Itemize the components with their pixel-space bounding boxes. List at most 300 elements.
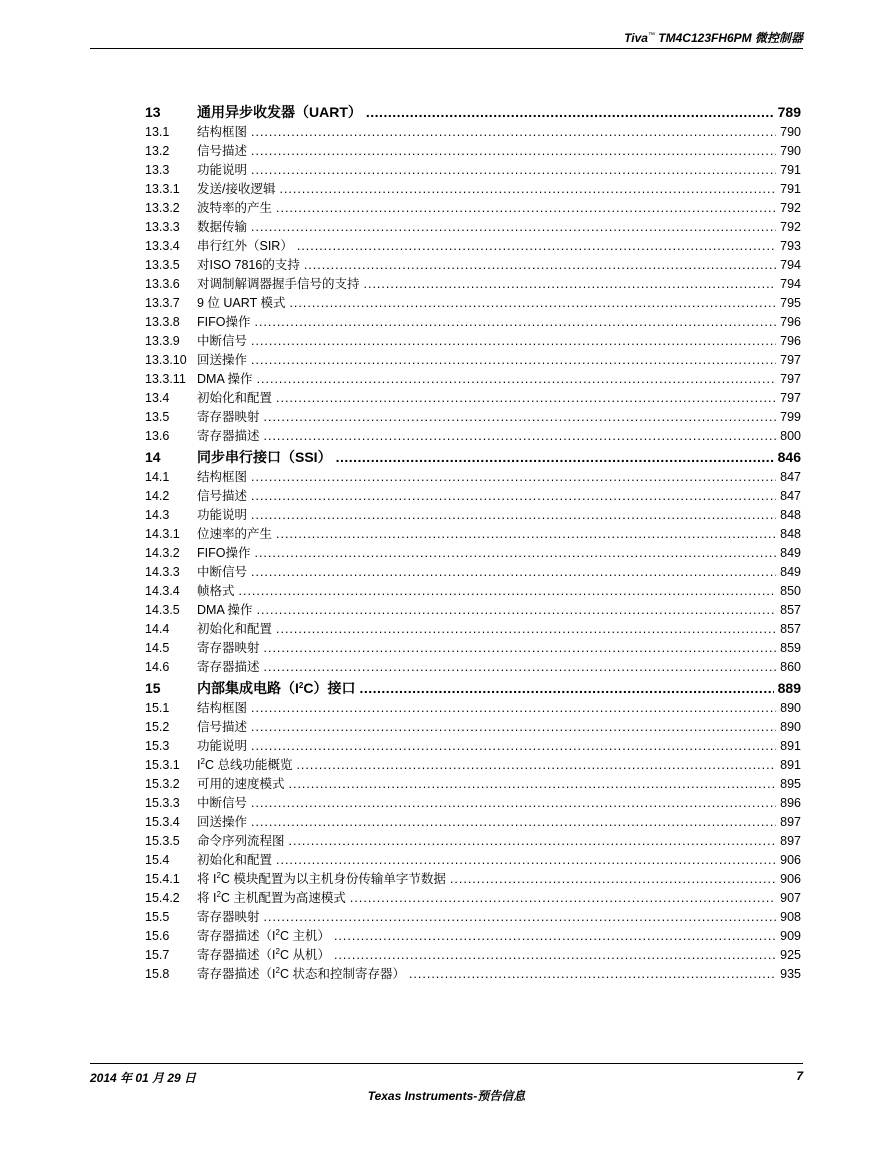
toc-section-number: 15.3.4: [145, 815, 180, 829]
toc-section-title: 回送操作: [197, 815, 248, 829]
toc-entry-row[interactable]: [145, 468, 801, 487]
toc-title-line: [197, 639, 801, 658]
toc-page-number: 847: [780, 489, 801, 503]
toc-dot-leader: [251, 737, 776, 756]
toc-entry-row[interactable]: [145, 946, 801, 965]
toc-dot-leader: [276, 620, 776, 639]
toc-entry-row[interactable]: [145, 699, 801, 718]
toc-section-number: 15.2: [145, 720, 170, 734]
toc-title-line: [197, 563, 801, 582]
toc-section-number: 15.4.1: [145, 872, 180, 886]
toc-page-number: 790: [780, 144, 801, 158]
toc-title-superscript: 2: [216, 871, 221, 880]
toc-entry-row[interactable]: [145, 851, 801, 870]
toc-title-line: [197, 756, 801, 775]
toc-title-line: [197, 218, 801, 237]
toc-title-line: [197, 256, 801, 275]
toc-title-line: [197, 237, 801, 256]
toc-entry-row[interactable]: [145, 794, 801, 813]
toc-entry-row[interactable]: [145, 351, 801, 370]
toc-section-number: 14.3: [145, 508, 170, 522]
footer-publisher: Texas Instruments-预告信息: [367, 1089, 526, 1103]
toc-dot-leader: [251, 468, 776, 487]
toc-page-number: 849: [780, 565, 801, 579]
toc-dot-leader: [251, 563, 776, 582]
toc-page-number: 857: [780, 603, 801, 617]
toc-title-line: [197, 427, 801, 446]
toc-page-number: 889: [777, 680, 801, 696]
toc-page-number: 897: [780, 834, 801, 848]
toc-entry-row[interactable]: [145, 908, 801, 927]
toc-entry-row[interactable]: [145, 927, 801, 946]
toc-page-number: 846: [777, 449, 801, 465]
toc-page-number: 789: [777, 104, 801, 120]
toc-page-number: 925: [780, 948, 801, 962]
toc-section-title: 回送操作: [197, 353, 248, 367]
toc-section-number: 14.6: [145, 660, 170, 674]
toc-dot-leader: [304, 256, 776, 275]
toc-page-number: 795: [780, 296, 801, 310]
toc-page-number: 896: [780, 796, 801, 810]
toc-section-number: 13.5: [145, 410, 170, 424]
toc-entry-row[interactable]: [145, 601, 801, 620]
toc-title-line: [197, 737, 801, 756]
toc-section-number: 13.6: [145, 429, 170, 443]
toc-section-title: 可用的速度模式: [197, 777, 285, 791]
toc-page-number: 850: [780, 584, 801, 598]
toc-page-number: 908: [780, 910, 801, 924]
toc-dot-leader: [276, 199, 776, 218]
toc-title-line: [197, 408, 801, 427]
toc-title-line: [197, 370, 801, 389]
footer-date: 2014 年 01 月 29 日: [90, 1071, 197, 1085]
toc-title-line: [197, 180, 801, 199]
toc-page-number: 895: [780, 777, 801, 791]
toc-title-line: [197, 275, 801, 294]
toc-title-part: C 主机配置为高速模式: [220, 891, 346, 905]
toc-section-title: 功能说明: [197, 163, 248, 177]
toc-section-number: 13.2: [145, 144, 170, 158]
toc-section-number: 15.3.5: [145, 834, 180, 848]
toc-dot-leader: [334, 946, 776, 965]
toc-section-title: 发送/接收逻辑: [197, 182, 276, 196]
toc-dot-leader: [254, 544, 776, 563]
toc-dot-leader: [297, 237, 776, 256]
toc-page-number: 890: [780, 720, 801, 734]
toc-title-line: [197, 832, 801, 851]
toc-dot-leader: [251, 813, 776, 832]
toc-section-title: 寄存器映射: [197, 910, 260, 924]
toc-dot-leader: [276, 389, 776, 408]
toc-entry-row[interactable]: [145, 718, 801, 737]
toc-section-title: 结构框图: [197, 125, 248, 139]
toc-section-number: 13.3.6: [145, 277, 180, 291]
toc-title-part: 寄存器描述（I: [197, 929, 276, 943]
toc-chapter-row[interactable]: [145, 446, 801, 468]
toc-page-number: 860: [780, 660, 801, 674]
toc-dot-leader: [251, 351, 776, 370]
toc-page-number: 935: [780, 967, 801, 981]
toc-title-line: [197, 313, 801, 332]
toc-section-number: 13.3.5: [145, 258, 180, 272]
toc-page-number: 906: [780, 853, 801, 867]
toc-entry-row[interactable]: [145, 832, 801, 851]
toc-page-number: 794: [780, 277, 801, 291]
toc-section-title: 寄存器映射: [197, 410, 260, 424]
toc-title-line: [197, 199, 801, 218]
toc-page-number: 849: [780, 546, 801, 560]
toc-section-number: 13.3.3: [145, 220, 180, 234]
toc-dot-leader: [279, 180, 776, 199]
toc-title-part: C 从机）: [279, 948, 330, 962]
toc-page-number: 800: [780, 429, 801, 443]
toc-dot-leader: [251, 487, 776, 506]
toc-page-number: 906: [780, 872, 801, 886]
toc-entry-row[interactable]: [145, 199, 801, 218]
toc-dot-leader: [251, 332, 776, 351]
toc-title-part: 寄存器描述（I: [197, 967, 276, 981]
toc-title-superscript: 2: [298, 681, 304, 690]
toc-section-title: [197, 756, 296, 775]
toc-page-number: 890: [780, 701, 801, 715]
toc-page-number: 891: [780, 739, 801, 753]
toc-entry-row[interactable]: [145, 737, 801, 756]
toc-section-number: 13.3.8: [145, 315, 180, 329]
toc-dot-leader: [289, 294, 776, 313]
toc-title-line: [197, 620, 801, 639]
toc-section-title: 结构框图: [197, 470, 248, 484]
toc-entry-row[interactable]: [145, 620, 801, 639]
page-footer: [90, 1063, 803, 1104]
page-number: 7: [796, 1069, 803, 1083]
toc-section-title: [197, 889, 350, 908]
toc-section-number: 14.2: [145, 489, 170, 503]
toc-entry-row[interactable]: [145, 775, 801, 794]
toc-title-line: [197, 851, 801, 870]
toc-section-number: 14.3.3: [145, 565, 180, 579]
toc-section-number: 15.4.2: [145, 891, 180, 905]
toc-page-number: 799: [780, 410, 801, 424]
toc-dot-leader: [264, 408, 777, 427]
toc-section-number: 15: [145, 680, 161, 696]
toc-title-line: [197, 351, 801, 370]
toc-section-number: 15.4: [145, 853, 170, 867]
toc-title-line: [197, 161, 801, 180]
toc-section-title: 信号描述: [197, 720, 248, 734]
toc-dot-leader: [364, 275, 777, 294]
toc-title-part: C 状态和控制寄存器）: [279, 967, 405, 981]
toc-entry-row[interactable]: [145, 525, 801, 544]
toc-entry-row[interactable]: [145, 506, 801, 525]
toc-title-line: [197, 525, 801, 544]
toc-section-number: 14.1: [145, 470, 170, 484]
toc-section-title: 同步串行接口（SSI）: [197, 449, 332, 465]
toc-section-title: [197, 965, 409, 984]
toc-entry-row[interactable]: [145, 275, 801, 294]
toc-section-number: 13.3.2: [145, 201, 180, 215]
toc-section-title: 寄存器描述: [197, 660, 260, 674]
toc-page-number: 848: [780, 508, 801, 522]
toc-dot-leader: [239, 582, 777, 601]
toc-section-title: 初始化和配置: [197, 853, 273, 867]
toc-dot-leader: [254, 313, 776, 332]
toc-entry-row[interactable]: [145, 427, 801, 446]
toc-title-part: C 总线功能概览: [204, 758, 293, 772]
page-header: [90, 26, 803, 49]
toc-entry-row[interactable]: [145, 408, 801, 427]
toc-entry-row[interactable]: [145, 123, 801, 142]
toc-entry-row[interactable]: [145, 237, 801, 256]
toc-entry-row[interactable]: [145, 180, 801, 199]
toc-section-number: 13.4: [145, 391, 170, 405]
toc-page-number: 792: [780, 201, 801, 215]
toc-page-number: 791: [780, 163, 801, 177]
toc-dot-leader: [251, 123, 776, 142]
toc-title-line: [197, 506, 801, 525]
toc-page-number: 859: [780, 641, 801, 655]
toc-section-number: 14.3.4: [145, 584, 180, 598]
table-of-contents: [145, 101, 801, 984]
toc-title-part: 将 I: [197, 891, 217, 905]
toc-section-title: [197, 870, 450, 889]
toc-section-title: [197, 677, 359, 699]
toc-section-number: 15.3: [145, 739, 170, 753]
toc-title-line: [197, 446, 801, 468]
toc-dot-leader: [289, 832, 777, 851]
toc-page-number: 847: [780, 470, 801, 484]
toc-section-number: 13: [145, 104, 161, 120]
toc-section-title: 通用异步收发器（UART）: [197, 104, 362, 120]
toc-section-number: 15.1: [145, 701, 170, 715]
toc-section-number: 14.4: [145, 622, 170, 636]
toc-entry-row[interactable]: [145, 813, 801, 832]
toc-title-superscript: 2: [275, 928, 280, 937]
toc-entry-row[interactable]: [145, 487, 801, 506]
toc-page-number: 909: [780, 929, 801, 943]
toc-section-title: [197, 946, 334, 965]
toc-section-number: 15.6: [145, 929, 170, 943]
toc-section-title: DMA 操作: [197, 603, 253, 617]
toc-section-title: 初始化和配置: [197, 391, 273, 405]
toc-section-title: 数据传输: [197, 220, 248, 234]
toc-entry-row[interactable]: [145, 658, 801, 677]
toc-section-number: 15.7: [145, 948, 170, 962]
toc-title-superscript: 2: [200, 757, 205, 766]
toc-section-title: 功能说明: [197, 508, 248, 522]
toc-dot-leader: [251, 718, 776, 737]
toc-section-title: 中断信号: [197, 334, 248, 348]
toc-entry-row[interactable]: [145, 639, 801, 658]
toc-section-number: 13.1: [145, 125, 170, 139]
toc-title-line: [197, 813, 801, 832]
toc-section-number: 13.3.1: [145, 182, 180, 196]
toc-dot-leader: [251, 506, 776, 525]
toc-section-number: 13.3.11: [145, 372, 186, 386]
toc-section-title: FIFO操作: [197, 546, 251, 560]
toc-chapter-row[interactable]: [145, 101, 801, 123]
toc-title-line: [197, 658, 801, 677]
toc-entry-row[interactable]: [145, 218, 801, 237]
toc-section-number: 14.5: [145, 641, 170, 655]
toc-entry-row[interactable]: [145, 256, 801, 275]
toc-title-superscript: 2: [275, 966, 280, 975]
toc-title-part: C 主机）: [279, 929, 330, 943]
toc-entry-row[interactable]: [145, 965, 801, 984]
toc-page-number: 796: [780, 315, 801, 329]
toc-section-number: 13.3.10: [145, 353, 187, 367]
toc-dot-leader: [450, 870, 776, 889]
toc-dot-leader: [289, 775, 777, 794]
toc-title-line: [197, 582, 801, 601]
toc-section-title: 中断信号: [197, 565, 248, 579]
toc-section-title: 信号描述: [197, 144, 248, 158]
toc-dot-leader: [251, 218, 776, 237]
toc-title-line: [197, 101, 801, 123]
toc-page-number: 857: [780, 622, 801, 636]
toc-section-title: DMA 操作: [197, 372, 253, 386]
toc-entry-row[interactable]: [145, 389, 801, 408]
toc-title-line: [197, 468, 801, 487]
toc-title-line: [197, 123, 801, 142]
toc-title-part: C）接口: [303, 680, 356, 696]
toc-dot-leader: [334, 927, 776, 946]
toc-title-line: [197, 775, 801, 794]
toc-section-number: 15.3.3: [145, 796, 180, 810]
toc-chapter-row[interactable]: [145, 677, 801, 699]
toc-entry-row[interactable]: [145, 313, 801, 332]
toc-title-line: [197, 332, 801, 351]
toc-dot-leader: [264, 658, 777, 677]
toc-dot-leader: [276, 851, 776, 870]
toc-dot-leader: [257, 370, 777, 389]
toc-page-number: 891: [780, 758, 801, 772]
toc-page-number: 907: [780, 891, 801, 905]
toc-entry-row[interactable]: [145, 756, 801, 775]
toc-title-line: [197, 601, 801, 620]
toc-page-number: 797: [780, 391, 801, 405]
toc-dot-leader: [276, 525, 776, 544]
toc-section-number: 15.3.1: [145, 758, 180, 772]
brand-name: Tiva: [624, 31, 648, 45]
toc-entry-row[interactable]: [145, 142, 801, 161]
toc-page-number: 848: [780, 527, 801, 541]
toc-title-part: 寄存器描述（I: [197, 948, 276, 962]
toc-dot-leader: [251, 161, 776, 180]
toc-entry-row[interactable]: [145, 544, 801, 563]
toc-page-number: 794: [780, 258, 801, 272]
toc-dot-leader: [251, 794, 776, 813]
toc-page-number: 797: [780, 372, 801, 386]
toc-title-line: [197, 908, 801, 927]
toc-section-number: 13.3.7: [145, 296, 180, 310]
toc-section-title: 初始化和配置: [197, 622, 273, 636]
toc-section-number: 14.3.2: [145, 546, 180, 560]
toc-section-title: 9 位 UART 模式: [197, 296, 286, 310]
toc-title-line: [197, 889, 801, 908]
toc-title-line: [197, 487, 801, 506]
toc-title-line: [197, 718, 801, 737]
toc-title-superscript: 2: [275, 947, 280, 956]
toc-title-part: I: [197, 758, 201, 772]
toc-section-number: 13.3.4: [145, 239, 180, 253]
toc-section-title: 命令序列流程图: [197, 834, 285, 848]
toc-section-title: [197, 927, 334, 946]
toc-title-line: [197, 946, 801, 965]
toc-title-part: 将 I: [197, 872, 217, 886]
toc-entry-row[interactable]: [145, 332, 801, 351]
trademark-symbol: ™: [647, 32, 655, 39]
toc-dot-leader: [264, 639, 777, 658]
toc-title-line: [197, 794, 801, 813]
toc-dot-leader: [257, 601, 777, 620]
toc-entry-row[interactable]: [145, 889, 801, 908]
toc-title-line: [197, 142, 801, 161]
toc-page-number: 796: [780, 334, 801, 348]
toc-section-title: 结构框图: [197, 701, 248, 715]
toc-entry-row[interactable]: [145, 582, 801, 601]
toc-section-title: 对ISO 7816的支持: [197, 258, 300, 272]
toc-dot-leader: [336, 446, 774, 468]
toc-section-title: 帧格式: [197, 584, 235, 598]
toc-entry-row[interactable]: [145, 563, 801, 582]
toc-title-line: [197, 870, 801, 889]
toc-section-title: 位速率的产生: [197, 527, 273, 541]
toc-section-title: 寄存器映射: [197, 641, 260, 655]
toc-title-superscript: 2: [216, 890, 221, 899]
toc-entry-row[interactable]: [145, 870, 801, 889]
toc-dot-leader: [251, 142, 776, 161]
toc-title-line: [197, 389, 801, 408]
toc-dot-leader: [366, 101, 774, 123]
toc-dot-leader: [350, 889, 776, 908]
toc-title-line: [197, 965, 801, 984]
toc-title-line: [197, 927, 801, 946]
toc-title-part: 内部集成电路（I: [197, 680, 299, 696]
device-title: TM4C123FH6PM 微控制器: [654, 31, 803, 45]
toc-page-number: 797: [780, 353, 801, 367]
toc-page-number: 793: [780, 239, 801, 253]
toc-entry-row[interactable]: [145, 294, 801, 313]
toc-section-number: 15.8: [145, 967, 170, 981]
toc-dot-leader: [359, 677, 773, 699]
toc-section-number: 13.3.9: [145, 334, 180, 348]
toc-page-number: 790: [780, 125, 801, 139]
document-title: [624, 29, 803, 46]
toc-title-line: [197, 699, 801, 718]
toc-section-number: 14.3.5: [145, 603, 180, 617]
toc-dot-leader: [296, 756, 776, 775]
toc-entry-row[interactable]: [145, 161, 801, 180]
toc-section-title: 中断信号: [197, 796, 248, 810]
toc-section-number: 14: [145, 449, 161, 465]
toc-section-title: 寄存器描述: [197, 429, 260, 443]
toc-section-title: 串行红外（SIR）: [197, 239, 293, 253]
toc-section-title: 波特率的产生: [197, 201, 273, 215]
toc-dot-leader: [251, 699, 776, 718]
toc-section-number: 15.3.2: [145, 777, 180, 791]
toc-dot-leader: [264, 427, 777, 446]
toc-title-line: [197, 294, 801, 313]
toc-title-line: [197, 544, 801, 563]
toc-page-number: 791: [780, 182, 801, 196]
toc-section-title: 对调制解调器握手信号的支持: [197, 277, 360, 291]
toc-title-line: [197, 677, 801, 699]
toc-dot-leader: [264, 908, 777, 927]
toc-page-number: 897: [780, 815, 801, 829]
toc-dot-leader: [409, 965, 776, 984]
toc-section-number: 15.5: [145, 910, 170, 924]
toc-entry-row[interactable]: [145, 370, 801, 389]
